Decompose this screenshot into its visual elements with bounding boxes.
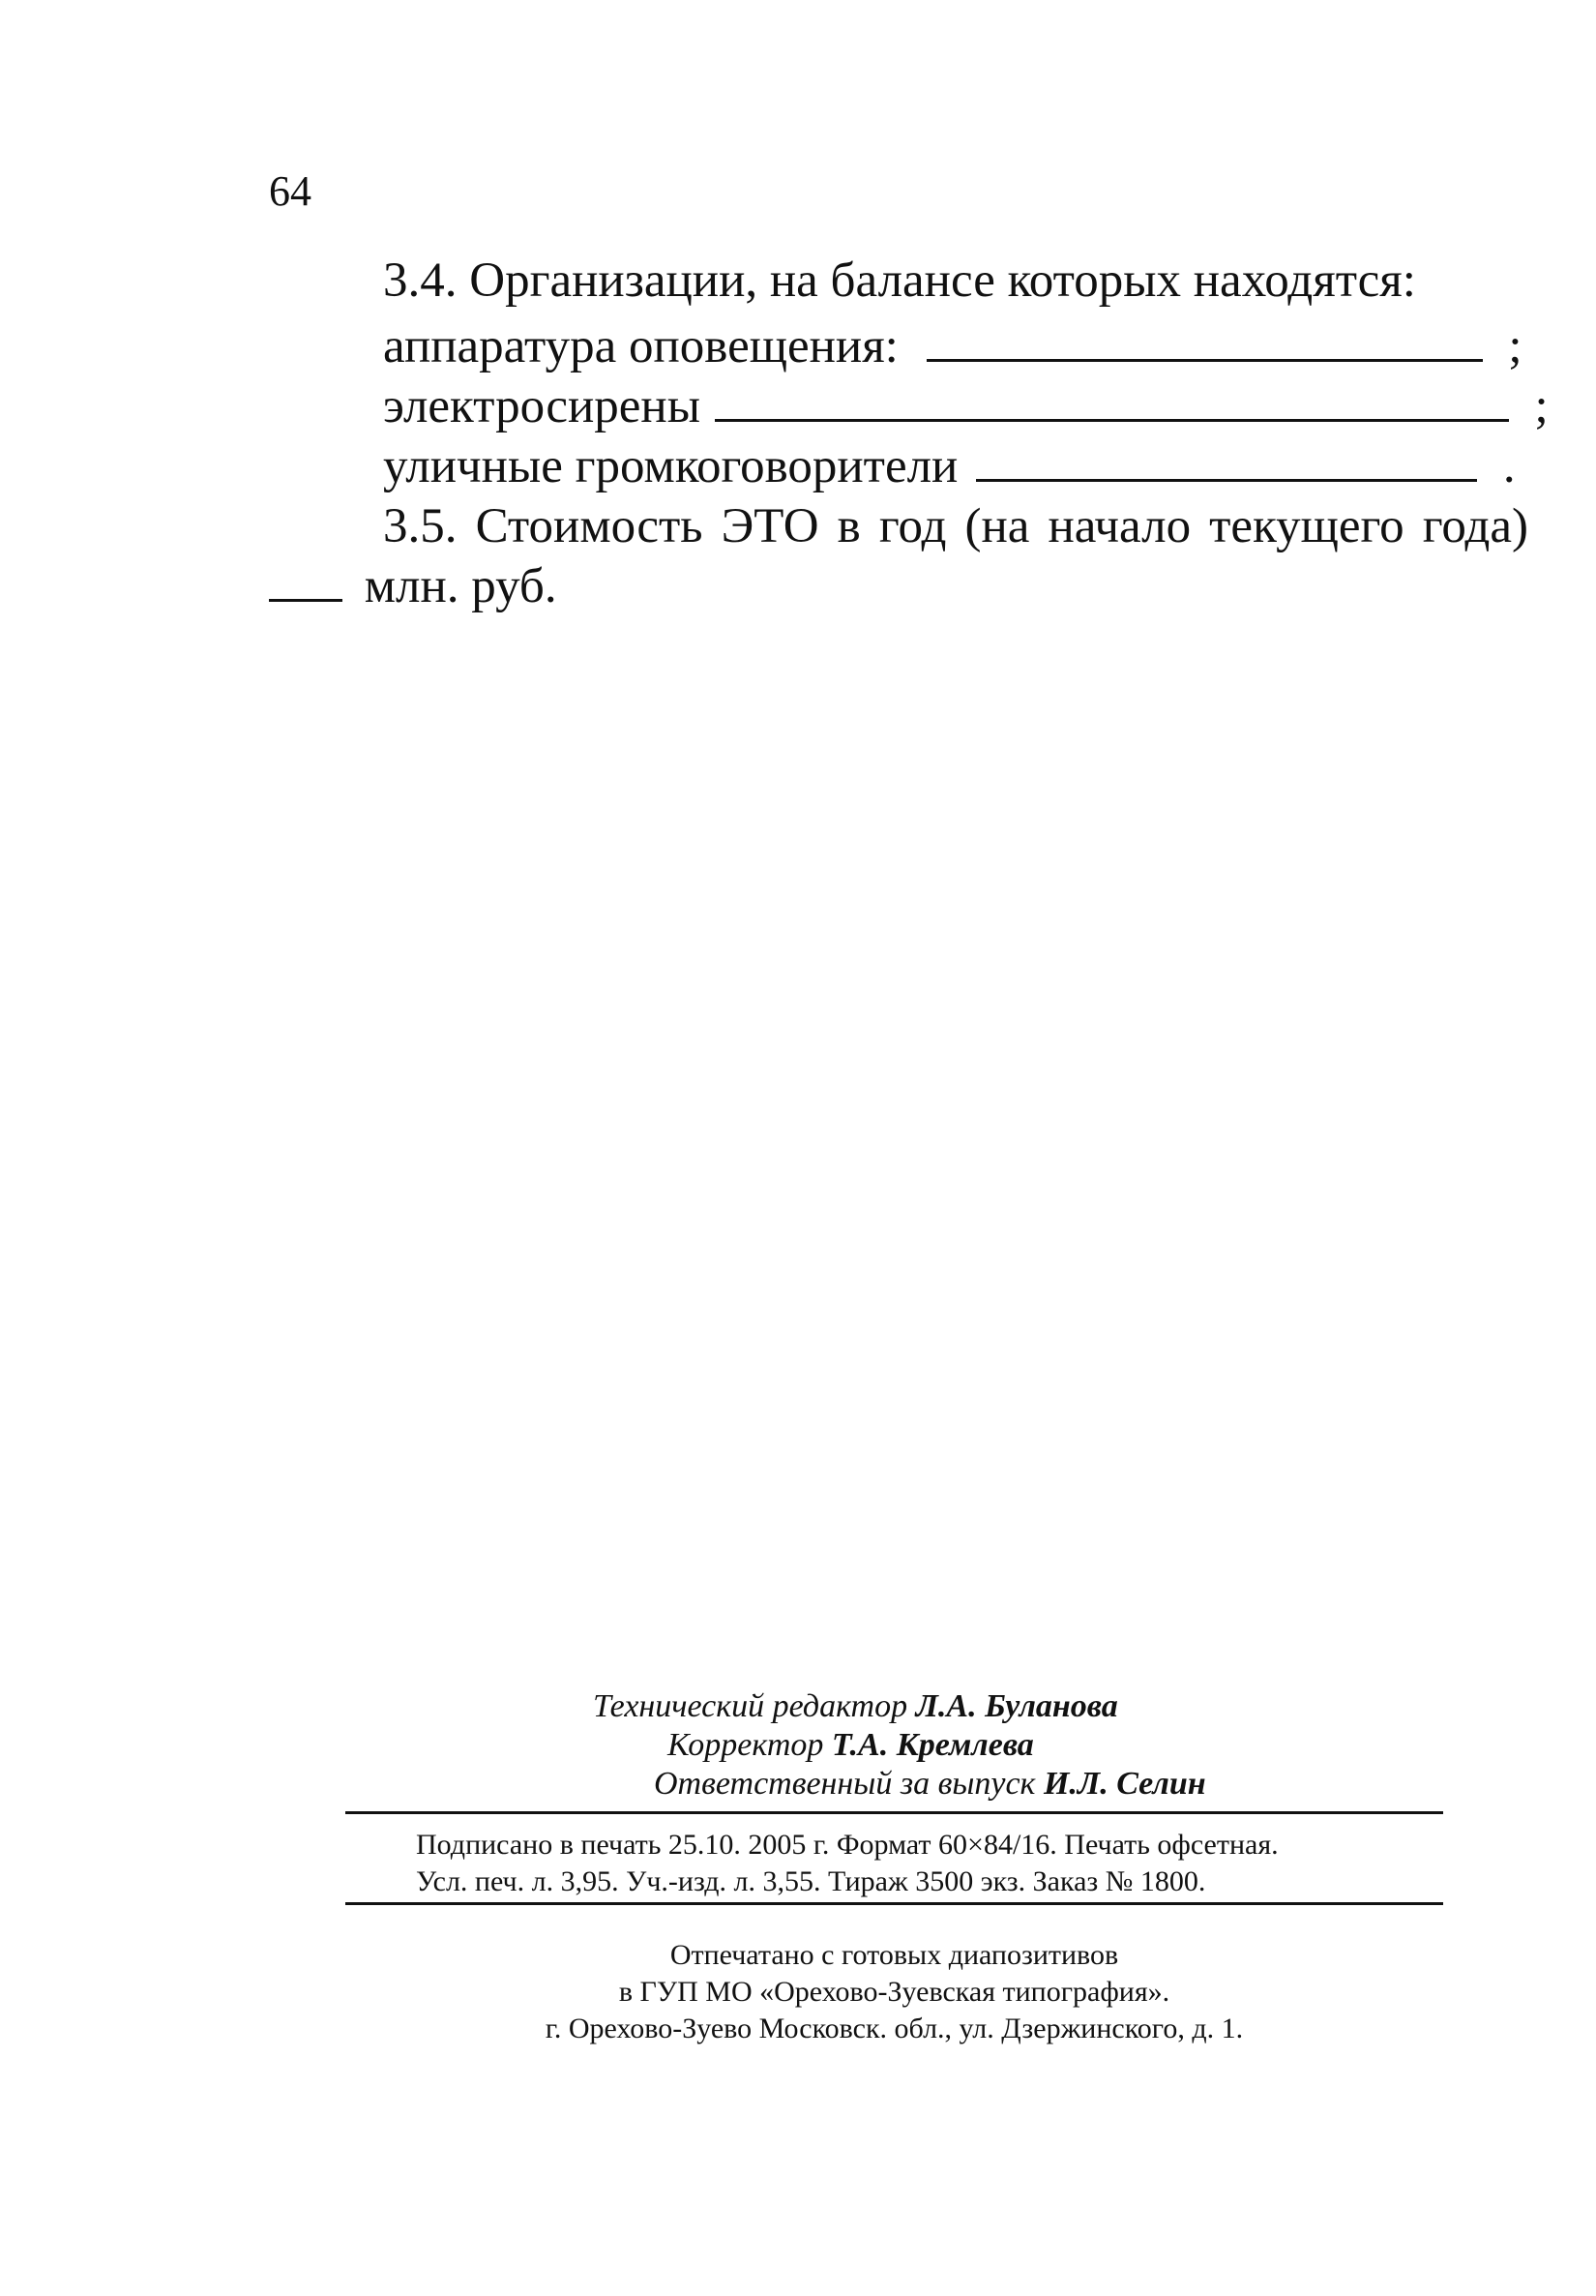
- credit-tech-editor: [593, 1687, 1118, 1726]
- speakers-terminator: .: [1502, 439, 1516, 493]
- printer-line-3: г. Орехово-Зуево Московск. обл., ул. Дзержинского, д. 1.: [545, 2013, 1244, 2044]
- speakers-blank-field[interactable]: [976, 440, 1477, 482]
- page-number: 64: [269, 167, 311, 215]
- tech-editor-name: Л.А. Буланова: [915, 1688, 1118, 1724]
- imprint-top-rule: [345, 1811, 1443, 1814]
- sirens-row: [383, 377, 1549, 435]
- section-3-5-word: (на: [964, 499, 1030, 553]
- section-3-4-heading: 3.4. Организации, на балансе которых находятся:: [383, 253, 1416, 308]
- credit-responsible: [654, 1765, 1206, 1804]
- imprint-line-1: Подписано в печать 25.10. 2005 г. Формат 60×84/16. Печать офсетная.: [416, 1829, 1279, 1861]
- section-3-5-text: [383, 497, 1528, 555]
- section-3-5-word: ЭТО: [721, 499, 819, 553]
- section-3-5-word: текущего: [1209, 499, 1404, 553]
- section-3-5-word: начало: [1048, 499, 1192, 553]
- section-3-5-word: Стоимость: [475, 499, 703, 553]
- section-3-5-word: года): [1422, 499, 1528, 553]
- cost-unit: млн. руб.: [364, 559, 557, 613]
- apparatus-row: [383, 317, 1522, 375]
- speakers-row: [383, 437, 1516, 495]
- section-3-5-word: в: [837, 499, 861, 553]
- printer-line-1: Отпечатано с готовых диапозитивов: [669, 1939, 1119, 1971]
- responsible-role: Ответственный за выпуск: [654, 1766, 1036, 1802]
- corrector-name: Т.А. Кремлева: [831, 1727, 1034, 1763]
- imprint-bottom-rule: [345, 1902, 1443, 1905]
- sirens-blank-field[interactable]: [715, 380, 1509, 422]
- section-3-5-continuation: [269, 557, 557, 615]
- section-3-5-word: год: [878, 499, 947, 553]
- responsible-name: И.Л. Селин: [1043, 1766, 1206, 1802]
- imprint-line-2: Усл. печ. л. 3,95. Уч.-изд. л. 3,55. Тираж 3500 экз. Заказ № 1800.: [416, 1865, 1206, 1897]
- apparatus-label: аппаратура оповещения:: [383, 319, 899, 373]
- section-3-5-word: 3.5.: [383, 499, 458, 553]
- apparatus-terminator: ;: [1508, 319, 1522, 373]
- sirens-label: электросирены: [383, 379, 700, 433]
- tech-editor-role: Технический редактор: [593, 1688, 908, 1724]
- corrector-role: Корректор: [667, 1727, 824, 1763]
- speakers-label: уличные громкоговорители: [383, 439, 959, 493]
- printer-line-2: в ГУП МО «Орехово-Зуевская типография».: [618, 1976, 1170, 2008]
- cost-blank-field[interactable]: [269, 560, 342, 602]
- credit-corrector: [667, 1726, 1034, 1765]
- apparatus-blank-field[interactable]: [927, 320, 1483, 362]
- sirens-terminator: ;: [1534, 379, 1549, 433]
